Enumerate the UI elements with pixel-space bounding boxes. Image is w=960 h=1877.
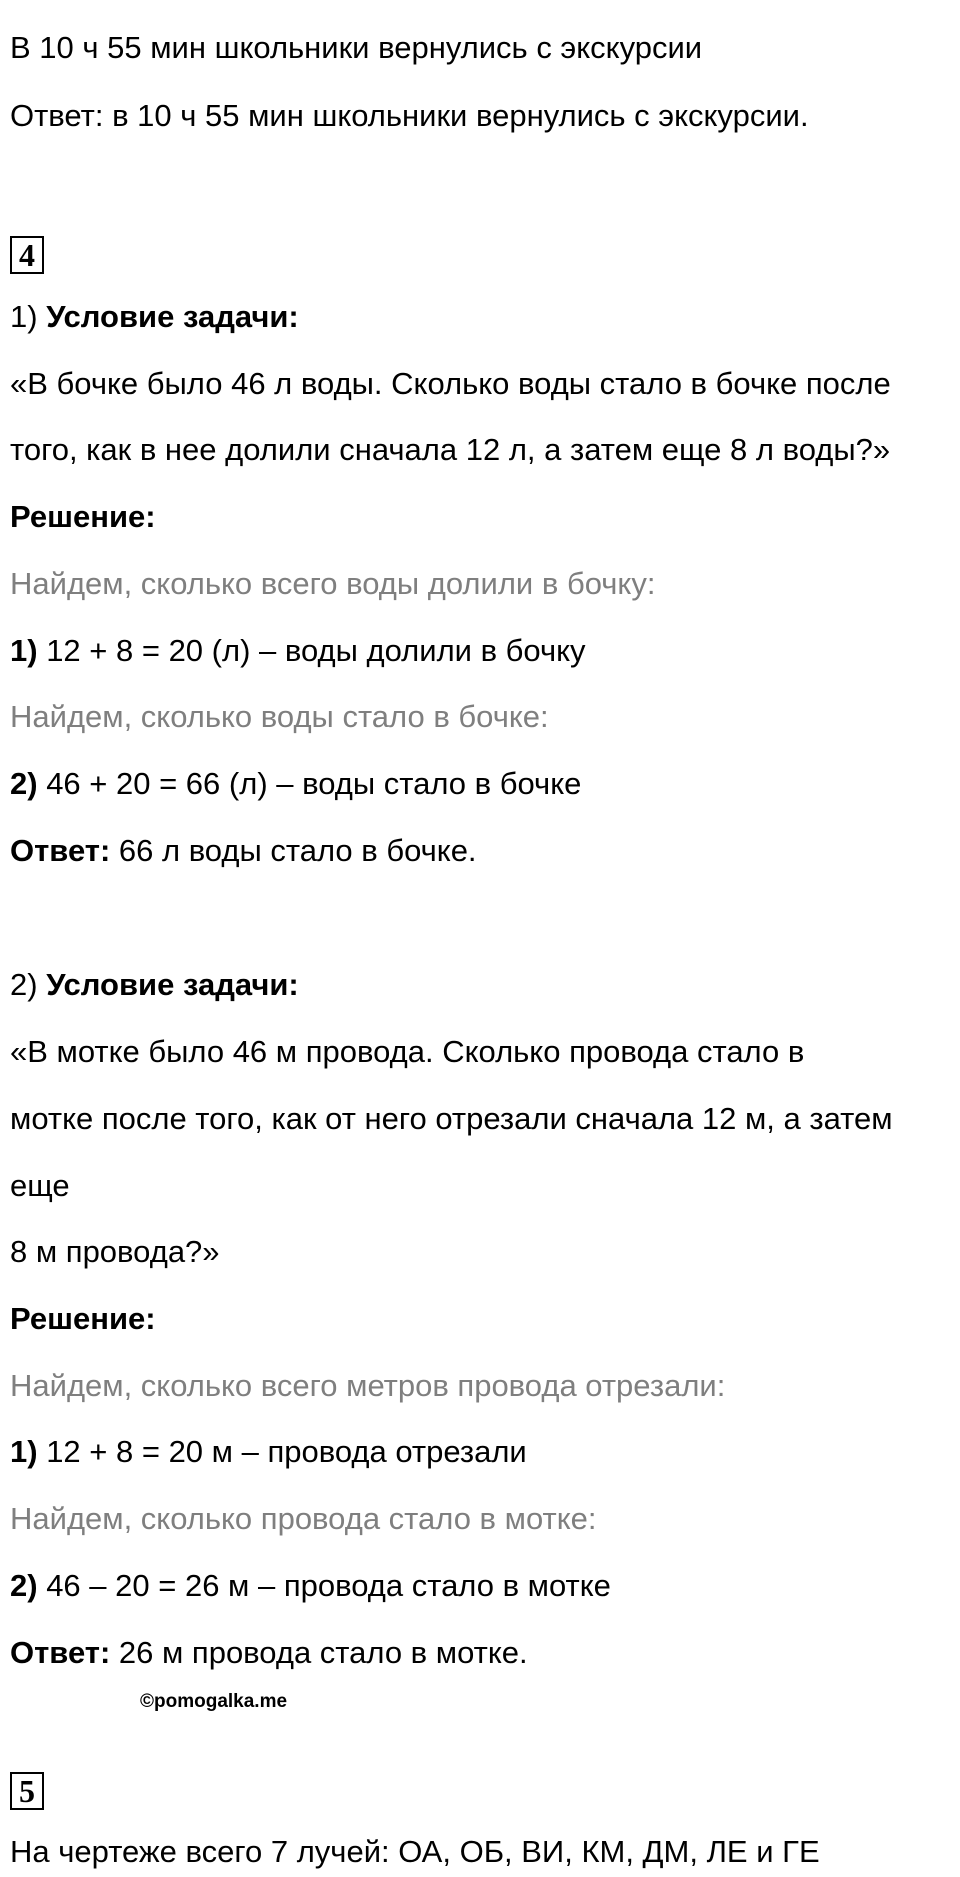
hint-line: Найдем, сколько провода стало в мотке: [10,1501,597,1536]
step-number: 2) [10,1568,38,1603]
condition-line: мотке после того, как от него отрезали сначала 12 м, а затем [10,1101,893,1136]
answer-line: Ответ: в 10 ч 55 мин школьники вернулись с экскурсии. [10,98,809,133]
condition-line: еще [10,1168,70,1203]
step-text: 46 – 20 = 26 м – провода стало в мотке [37,1568,611,1603]
text-line: На чертеже всего 7 лучей: ОА, ОБ, ВИ, КМ, ДМ, ЛЕ и ГЕ [10,1834,820,1869]
watermark: ©pomogalka.me [140,1691,288,1712]
condition-label: Условие задачи: [46,967,299,1002]
part-heading [10,965,299,1005]
condition-line: того, как в нее долили сначала 12 л, а затем еще 8 л воды?» [10,432,891,467]
task-number-badge: 4 [10,236,44,274]
hint-line: Найдем, сколько всего воды долили в бочку: [10,566,656,601]
step-number: 1) [10,1434,38,1469]
condition-label: Условие задачи: [46,299,299,334]
hint-line: Найдем, сколько всего метров провода отрезали: [10,1368,726,1403]
step-line [10,631,586,671]
condition-line: 8 м провода?» [10,1234,220,1269]
answer-label: Ответ: [10,1635,111,1670]
condition-line: «В бочке было 46 л воды. Сколько воды стало в бочке после [10,366,891,401]
part-heading [10,297,299,337]
solution-label: Решение: [10,1301,156,1336]
part-prefix: 1) [10,299,47,334]
part-prefix: 2) [10,967,47,1002]
step-text: 12 + 8 = 20 (л) – воды долили в бочку [37,633,586,668]
step-line [10,1566,611,1606]
answer-text: 66 л воды стало в бочке. [110,833,477,868]
answer-text: 26 м провода стало в мотке. [110,1635,528,1670]
hint-line: Найдем, сколько воды стало в бочке: [10,699,549,734]
step-line [10,764,581,804]
step-text: 46 + 20 = 66 (л) – воды стало в бочке [37,766,582,801]
step-text: 12 + 8 = 20 м – провода отрезали [37,1434,527,1469]
answer-line [10,831,477,871]
task-number-badge: 5 [10,1772,44,1810]
step-line [10,1432,527,1472]
condition-line: «В мотке было 46 м провода. Сколько провода стало в [10,1034,805,1069]
text-line: В 10 ч 55 мин школьники вернулись с экскурсии [10,30,703,65]
step-number: 2) [10,766,38,801]
answer-line [10,1633,528,1673]
solution-label: Решение: [10,499,156,534]
step-number: 1) [10,633,38,668]
answer-label: Ответ: [10,833,111,868]
